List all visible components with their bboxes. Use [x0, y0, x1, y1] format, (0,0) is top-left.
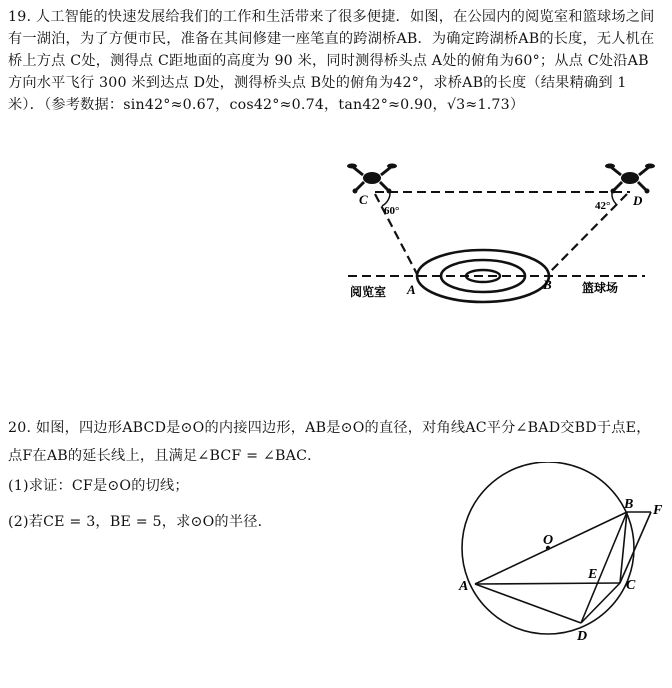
problem-20-diagram — [455, 462, 670, 662]
segment-BC — [620, 512, 627, 583]
line-DB — [548, 194, 627, 274]
problem-20-statement: 20. 如图，四边形ABCD是⊙O的内接四边形，AB是⊙O的直径，对角线AC平分∠BAD交BD于点E，点F在AB的延长线上，且满足∠BCF = ∠BAC． — [8, 420, 651, 464]
label-F: F — [653, 503, 663, 518]
angle-arc-D — [612, 192, 616, 204]
angle-arc-C — [382, 192, 390, 206]
label-B: B — [543, 277, 552, 292]
label-D: D — [633, 193, 643, 208]
label-C: C — [626, 578, 636, 593]
label-A: A — [459, 579, 469, 594]
label-D: D — [577, 629, 588, 644]
problem-19 — [8, 6, 660, 116]
label-O: O — [543, 533, 554, 548]
label-basketball-court: 篮球场 — [582, 281, 619, 295]
drone-right-icon — [605, 164, 655, 194]
label-A: A — [407, 282, 416, 297]
label-E: E — [588, 567, 598, 582]
label-reading-room: 阅览室 — [350, 285, 387, 299]
problem-19-diagram — [330, 158, 670, 308]
drone-left-icon — [347, 164, 397, 194]
segment-AD — [475, 584, 581, 623]
problem-20-part1: (1)求证：CF是⊙O的切线； — [8, 478, 189, 494]
label-C: C — [359, 192, 368, 207]
label-B: B — [624, 497, 634, 512]
segment-CF — [620, 512, 651, 583]
problem-20-part2: (2)若CE = 3，BE = 5，求⊙O的半径． — [8, 514, 272, 530]
problem-19-text: 19. 人工智能的快速发展给我们的工作和生活带来了很多便捷．如图，在公园内的阅览室和篮球场之间有一湖泊，为了方便市民，准备在其间修建一座笔直的跨湖桥AB．为确定跨湖桥AB的长度，无人机在桥上方点 C处，测得点 C距地面的高度为 90 米，同时测得桥头点 A处的俯角为60°；从点 C处沿AB方向水平飞行 300 米到达点 D处，测得桥头点 B处的俯角为42°，求桥AB的长度（结果精确到 1 米）．（参考数据：sin42°≈0.67，cos42°≈0.74，tan42°≈0.90，√3≈1.73） — [8, 9, 655, 113]
label-angle-60: 60° — [384, 205, 400, 217]
segment-AB — [475, 512, 627, 584]
label-angle-42: 42° — [595, 200, 611, 212]
